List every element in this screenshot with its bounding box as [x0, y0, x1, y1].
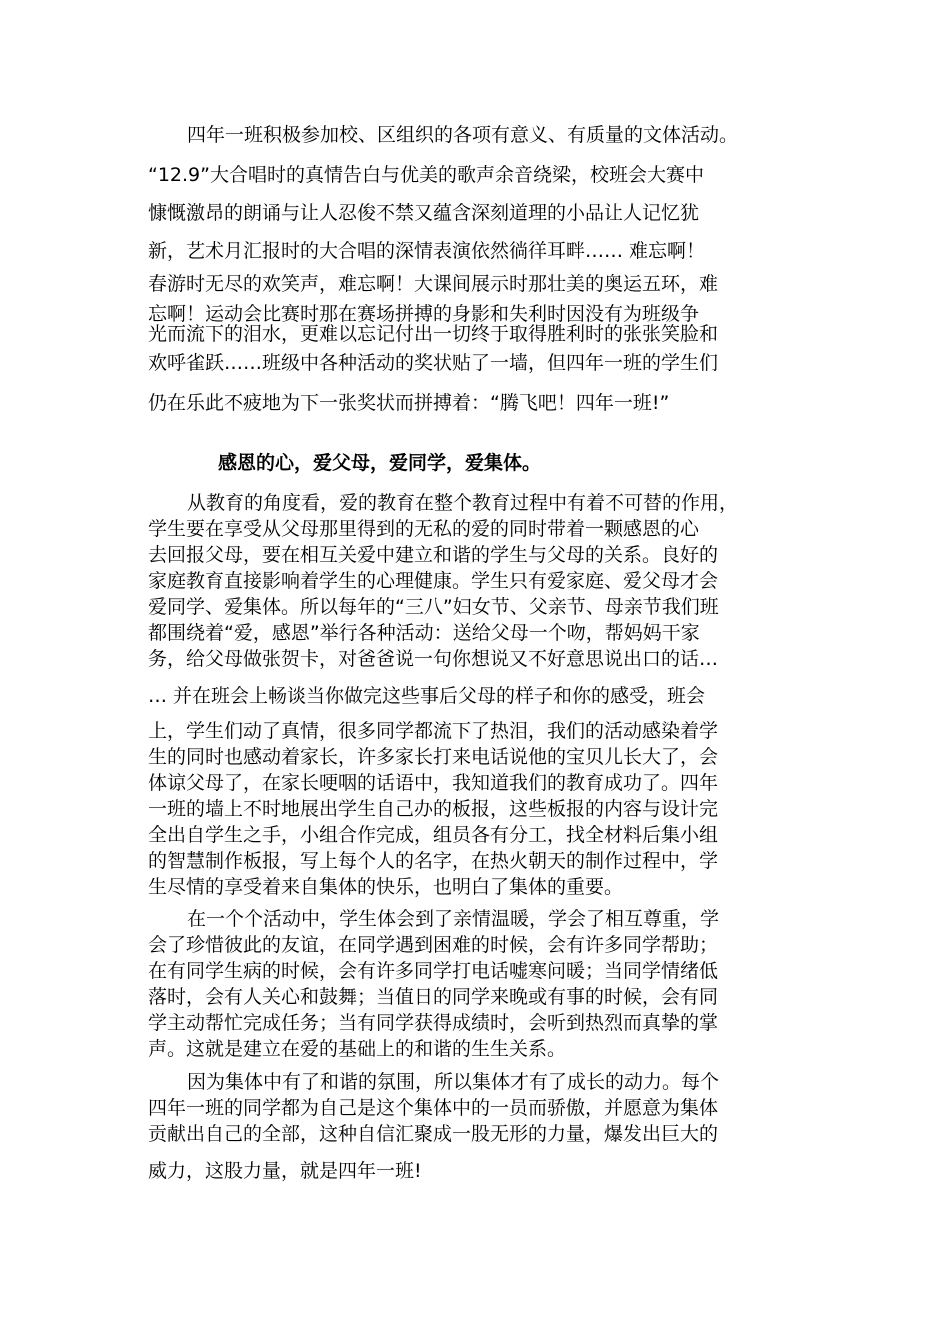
paragraph-line: 四年一班积极参加校、区组织的各项有意义、有质量的文体活动。	[187, 124, 739, 146]
paragraph-line: 爱同学、爱集体。所以每年的“三八”妇女节、父亲节、母亲节我们班	[148, 596, 719, 618]
paragraph-line: 务，给父母做张贺卡，对爸爸说一句你想说又不好意思说出口的话…	[148, 648, 719, 670]
paragraph-line: 威力，这股力量，就是四年一班!	[148, 1160, 422, 1182]
paragraph-line: 去回报父母，要在相互关爱中建立和谐的学生与父母的关系。良好的	[148, 544, 719, 566]
paragraph-line: 从教育的角度看，爱的教育在整个教育过程中有着不可替的作用，	[187, 492, 739, 514]
paragraph-line: 会了珍惜彼此的友谊，在同学遇到困难的时候，会有许多同学帮助；	[148, 934, 719, 956]
paragraph-line: 新，艺术月汇报时的大合唱的深情表演依然徜徉耳畔…… 难忘啊！	[148, 240, 706, 262]
paragraph-line: 生尽情的享受着来自集体的快乐，也明白了集体的重要。	[148, 876, 624, 898]
paragraph-line: 光而流下的泪水，更难以忘记付出一切终于取得胜利时的张张笑脸和	[148, 323, 719, 345]
paragraph-line: 学主动帮忙完成任务；当有同学获得成绩时，会听到热烈而真挚的掌	[148, 1012, 719, 1034]
paragraph-line: 贡献出自己的全部，这种自信汇聚成一股无形的力量，爆发出巨大的	[148, 1123, 719, 1145]
paragraph-line: 学生要在享受从父母那里得到的无私的爱的同时带着一颗感恩的心	[148, 518, 700, 540]
paragraph-line: 一班的墙上不时地展出学生自己办的板报，这些板报的内容与设计完	[148, 798, 719, 820]
paragraph-line: “12.9”大合唱时的真情告白与优美的歌声余音绕梁，校班会大赛中	[148, 164, 704, 186]
paragraph-line: 家庭教育直接影响着学生的心理健康。学生只有爱家庭、爱父母才会	[148, 570, 719, 592]
paragraph-line: 仍在乐此不疲地为下一张奖状而拼搏着：“腾飞吧！四年一班!”	[148, 392, 670, 414]
paragraph-line: 体谅父母了，在家长哽咽的话语中，我知道我们的教育成功了。四年	[148, 772, 719, 794]
paragraph-line: 全出自学生之手，小组合作完成，组员各有分工，找全材料后集小组	[148, 824, 719, 846]
paragraph-line: 因为集体中有了和谐的氛围，所以集体才有了成长的动力。每个	[187, 1071, 720, 1093]
paragraph-line: 春游时无尽的欢笑声，难忘啊！大课间展示时那壮美的奥运五环，难	[148, 273, 719, 295]
paragraph-line: 忘啊！运动会比赛时那在赛场拼搏的身影和失利时因没有为班级争	[148, 303, 700, 325]
paragraph-line: 慷慨激昂的朗诵与让人忍俊不禁又蕴含深刻道理的小品让人记忆犹	[148, 202, 700, 224]
paragraph-line: 四年一班的同学都为自己是这个集体中的一员而骄傲，并愿意为集体	[148, 1097, 719, 1119]
paragraph-line: 在有同学生病的时候，会有许多同学打电话嘘寒问暖；当同学情绪低	[148, 960, 719, 982]
paragraph-line: 上，学生们动了真情，很多同学都流下了热泪，我们的活动感染着学	[148, 720, 719, 742]
paragraph-line: 都围绕着“爱，感恩”举行各种活动：送给父母一个吻，帮妈妈干家	[148, 622, 700, 644]
paragraph-line: 在一个个活动中，学生体会到了亲情温暖，学会了相互尊重，学	[187, 908, 720, 930]
paragraph-line: … 并在班会上畅谈当你做完这些事后父母的样子和你的感受，班会	[148, 685, 706, 707]
paragraph-line: 的智慧制作板报，写上每个人的名字，在热火朝天的制作过程中，学	[148, 850, 719, 872]
paragraph-line: 生的同时也感动着家长，许多家长打来电话说他的宝贝儿长大了，会	[148, 746, 719, 768]
paragraph-line: 声。这就是建立在爱的基础上的和谐的生生关系。	[148, 1038, 567, 1060]
section-heading: 感恩的心，爱父母，爱同学，爱集体。	[218, 452, 542, 474]
paragraph-line: 落时，会有人关心和鼓舞；当值日的同学来晚或有事的时候，会有同	[148, 986, 719, 1008]
paragraph-line: 欢呼雀跃……班级中各种活动的奖状贴了一墙，但四年一班的学生们	[148, 352, 719, 374]
